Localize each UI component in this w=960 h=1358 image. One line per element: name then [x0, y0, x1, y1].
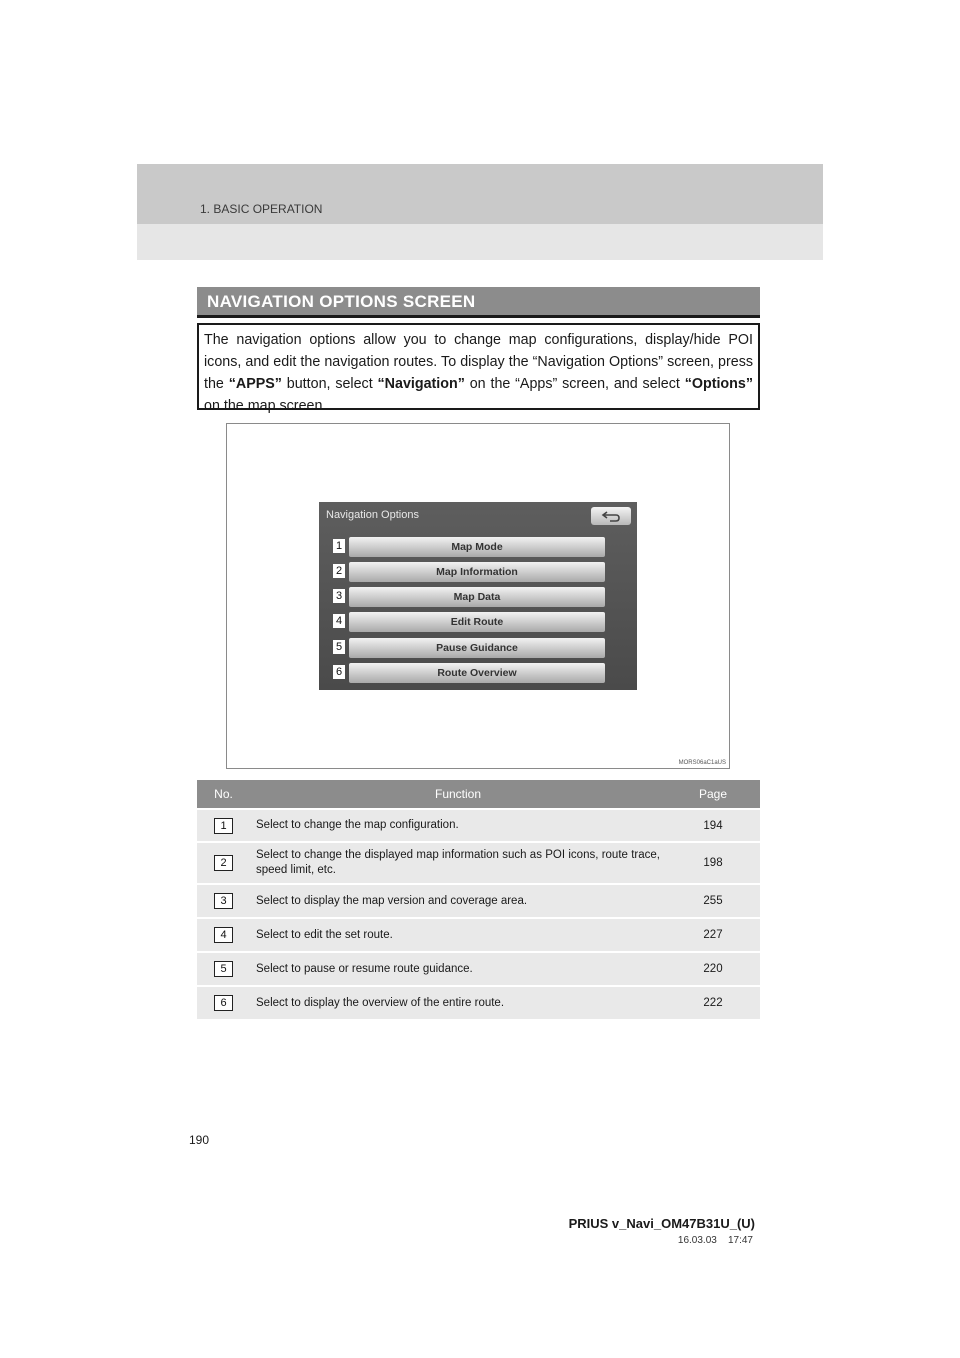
row-function: Select to edit the set route.: [250, 919, 666, 951]
intro-text: button, select: [281, 376, 378, 392]
page-number: 190: [189, 1133, 210, 1147]
chapter-label: 1. BASIC OPERATION: [200, 202, 323, 216]
screenshot-figure: [226, 423, 730, 769]
table-row: [197, 987, 760, 1019]
row-function: Select to display the map version and coverage area.: [250, 885, 666, 917]
row-page: 198: [666, 843, 760, 883]
row-function: Select to display the overview of the entire route.: [250, 987, 666, 1019]
row-page: 220: [666, 953, 760, 985]
edit-route-button[interactable]: Edit Route: [349, 612, 605, 632]
menu-row-route-overview: [333, 663, 609, 683]
row-function: Select to pause or resume route guidance.: [250, 953, 666, 985]
menu-number: 2: [333, 564, 345, 578]
menu-number: 3: [333, 589, 345, 603]
intro-text: on the map screen.: [204, 398, 327, 414]
row-page: 255: [666, 885, 760, 917]
menu-row-map-information: [333, 562, 609, 582]
row-number: 6: [214, 995, 233, 1011]
row-number: 4: [214, 927, 233, 943]
header-function: Function: [250, 780, 666, 808]
route-overview-button[interactable]: Route Overview: [349, 663, 605, 683]
row-number: 3: [214, 893, 233, 909]
map-data-button[interactable]: Map Data: [349, 587, 605, 607]
screen-title: Navigation Options: [326, 509, 419, 521]
row-number: 2: [214, 855, 233, 871]
intro-paragraph: [197, 323, 760, 414]
header-page: Page: [666, 780, 760, 808]
intro-text: The navigation options allow you to change map configurations, display/hide POI icons, and edit the navigation routes. To display the “Navigation Options” screen, press the: [204, 332, 753, 392]
row-function: Select to change the displayed map information such as POI icons, route trace, speed limit, etc.: [250, 843, 666, 883]
intro-text: on the “Apps” screen, and select: [464, 376, 685, 392]
menu-number: 5: [333, 640, 345, 654]
row-page: 227: [666, 919, 760, 951]
back-button[interactable]: [591, 507, 631, 525]
intro-navigation-emphasis: “Navigation”: [377, 376, 465, 392]
chapter-header: [137, 164, 823, 224]
document-id: PRIUS v_Navi_OM47B31U_(U): [568, 1216, 755, 1231]
back-arrow-icon: [601, 510, 621, 522]
menu-row-pause-guidance: [333, 638, 609, 658]
pause-guidance-button[interactable]: Pause Guidance: [349, 638, 605, 658]
print-time: 17:47: [727, 1235, 753, 1246]
menu-row-map-mode: [333, 537, 609, 557]
print-date: 16.03.03: [677, 1235, 717, 1246]
navigation-options-screen: [319, 502, 637, 690]
intro-apps-emphasis: “APPS”: [228, 376, 282, 392]
table-header-row: [197, 780, 760, 808]
print-stamp: [678, 1235, 753, 1246]
figure-code: MORS06aC1aUS: [678, 760, 726, 766]
chapter-header-sub: [137, 224, 823, 260]
map-mode-button[interactable]: Map Mode: [349, 537, 605, 557]
function-table: [197, 778, 760, 1021]
map-information-button[interactable]: Map Information: [349, 562, 605, 582]
menu-row-edit-route: [333, 612, 609, 632]
table-row: [197, 810, 760, 841]
row-page: 194: [666, 810, 760, 841]
section-title: NAVIGATION OPTIONS SCREEN: [197, 287, 760, 318]
table-row: [197, 953, 760, 985]
table-row: [197, 885, 760, 917]
menu-row-map-data: [333, 587, 609, 607]
table-row: [197, 919, 760, 951]
row-number: 1: [214, 818, 233, 834]
menu-number: 1: [333, 539, 345, 553]
row-page: 222: [666, 987, 760, 1019]
row-number: 5: [214, 961, 233, 977]
intro-options-emphasis: “Options”: [684, 376, 753, 392]
table-row: [197, 843, 760, 883]
header-no: No.: [197, 780, 250, 808]
menu-number: 6: [333, 665, 345, 679]
menu-number: 4: [333, 614, 345, 628]
row-function: Select to change the map configuration.: [250, 810, 666, 841]
